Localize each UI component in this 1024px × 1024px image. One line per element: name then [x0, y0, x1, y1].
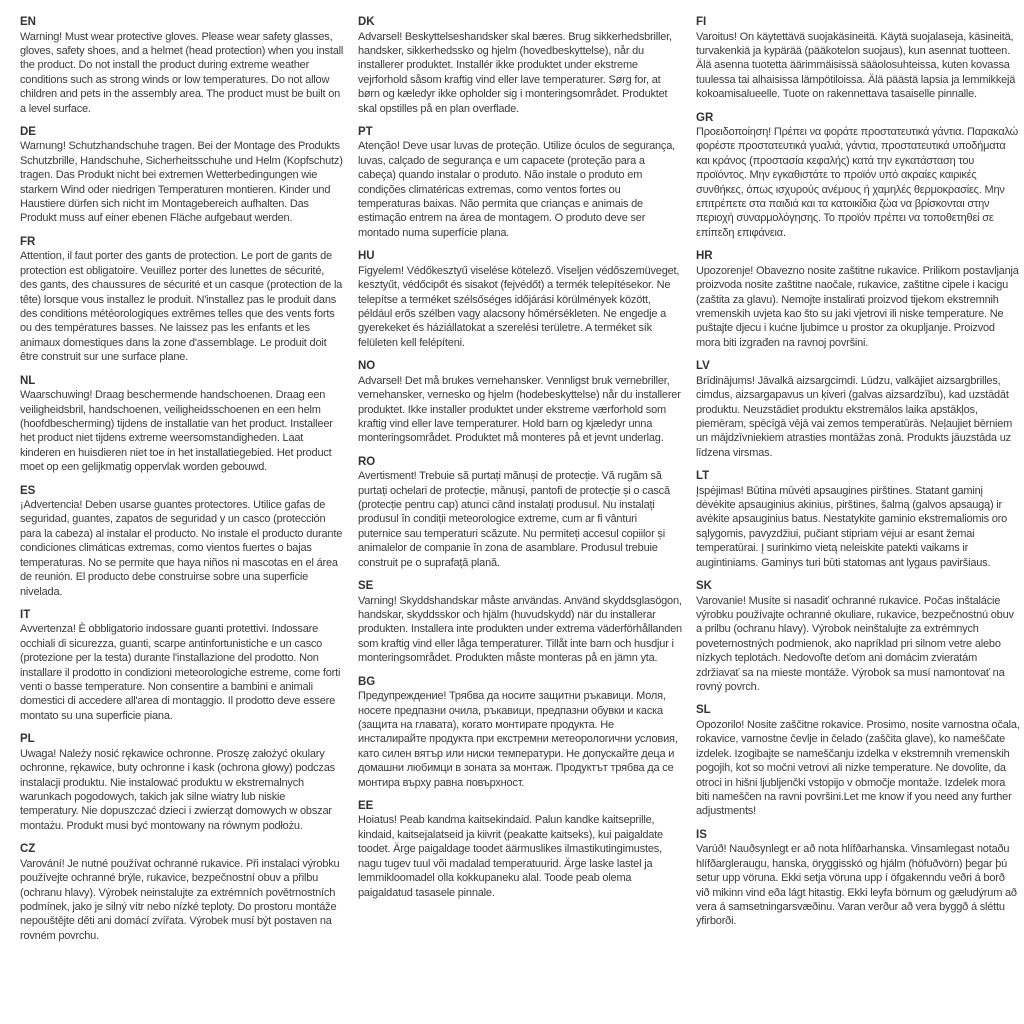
warning-text: Warning! Must wear protective gloves. Please wear safety glasses, gloves, safety shoes, and a helmet (head protection) when you install the product. Do not install the product during extreme weather conditions such as strong winds or low temperatures. Do not allow children and pets in the assembly area. The product must be built on a level surface.: [20, 30, 344, 115]
language-code-label: SE: [358, 580, 374, 593]
language-code-label: SK: [696, 580, 712, 593]
language-section-fr: [20, 235, 344, 365]
language-code-label: IS: [696, 828, 707, 841]
warning-text: Varovanie! Musíte si nasadiť ochranné rukavice. Počas inštalácie výrobku používajte ochranné okuliare, rukavice, bezpečnostnú obuv a prilbu (ochranu hlavy). Výrobok neinštalujte za extrémnych poveternostných podmienok, ako napríklad pri silnom vetre alebo nízkych teplotách. Nedovoľte deťom ani domácim zvieratám zdržiavať sa na mieste montáže. Výrobok sa musí namontovať na rovný povrch.: [696, 594, 1014, 694]
language-section-pl: [20, 732, 344, 833]
warning-text: Attention, il faut porter des gants de protection. Le port de gants de protection est obligatoire. Veuillez porter des lunettes de sécurité, des gants, des chaussures de sécurité et un casque (protection de la tête) lorsque vous installez le produit. N'installez pas le produit dans des conditions météorologiques extrêmes telles que des vents forts ou des températures basses. Ne laissez pas les enfants et les animaux domestiques dans la zone d'assemblage. Le produit doit être construit sur une surface plane.: [20, 250, 343, 364]
language-code-label: IT: [20, 608, 31, 621]
language-section-hu: [358, 249, 682, 350]
language-section-cz: [20, 842, 344, 943]
warning-text: Varúð! Nauðsynlegt er að nota hlífðarhanska. Vinsamlegast notaðu hlífðargleraugu, hanska, öryggisskó og hjálm (höfuðvörn) þegar þú setur upp vöruna. Ekki setja vöruna upp í öfgakenndu veðri á borð við mikinn vind eða lágt hitastig. Ekki leyfa börnum og gæludýrum að vera á samsetningarsvæðinu. Varan verður að vera byggð á sléttu yfirborði.: [696, 843, 1017, 928]
warning-text: Προειδοποίηση! Πρέπει να φοράτε προστατευτικά γάντια. Παρακαλώ φορέστε προστατευτικά γυαλιά, γάντια, προστατευτικά υποδήματα και κράνος (προστασία κεφαλής) κατά την εγκατάσταση του προϊόντος. Μην εγκαθιστάτε το προϊόν υπό ακραίες καιρικές συνθήκες, όπως ισχυρούς ανέμους ή χαμηλές θερμοκρασίες. Μην επιτρέπετε στα παιδιά και τα κατοικίδια ζώα να βρίσκονται στην περιοχή συναρμολόγησης. Το προϊόν πρέπει να τοποθετηθεί σε επίπεδη επιφάνεια.: [696, 126, 1018, 239]
language-code-label: LT: [696, 470, 710, 483]
language-code-label: DK: [358, 16, 375, 28]
warning-text: Atenção! Deve usar luvas de proteção. Utilize óculos de segurança, luvas, calçado de segurança e um capacete (proteção para a cabeça) quando instalar o produto. Não instale o produto em condições climatéricas extremas, como ventos fortes ou temperaturas baixas. Não permita que crianças e animais de estimação entrem na área de montagem. O produto deve ser montado numa superfície plana.: [358, 140, 675, 239]
language-section-es: [20, 484, 344, 599]
warning-text: Upozorenje! Obavezno nosite zaštitne rukavice. Prilikom postavljanja proizvoda nosite zaštitne naočale, rukavice, zaštitne cipele i kacigu (zaštita za glavu). Nemojte instalirati proizvod tijekom ekstremnih vremenskih uvjeta kao što su jaki vjetrovi ili niske temperature. Ne puštajte djecu i kućne ljubimce u prostor za okupljanje. Proizvod mora biti izgrađen na ravnoj površini.: [696, 264, 1019, 349]
language-section-se: [358, 579, 682, 666]
language-section-dk: [358, 15, 682, 116]
warning-text: Varování! Je nutné používat ochranné rukavice. Při instalaci výrobku používejte ochranné brýle, rukavice, bezpečnostní obuv a přilbu (ochranu hlavy). Výrobek neinstalujte za extrémních povětrnostních podmínek, jako je silný vítr nebo nízké teploty. Do prostoru montáže nepouštějte děti ani domácí zvířata. Výrobek musí být postaven na rovném povrchu.: [20, 857, 340, 942]
warning-text: Brīdinājums! Jāvalkā aizsargcimdi. Lūdzu, valkājiet aizsargbrilles, cimdus, aizsargapavus un ķiveri (galvas aizsardzību), kad uzstādāt produktu. Neuzstādiet produktu ekstremālos laika apstākļos, piemēram, spēcīgā vējā vai zemos temperatūrās. Neļaujiet bērniem un mājdzīvniekiem atrasties montāžas zonā. Produkts jāuzstāda uz līdzena virsmas.: [696, 374, 1013, 459]
warning-text: Advarsel! Det må brukes vernehansker. Vennligst bruk vernebriller, vernehansker, vernesko og hjelm (hodebeskyttelse) når du installerer produktet. Ikke installer produktet under ekstreme værforhold som kraftig vind eller lave temperaturer. Hold barn og kjæledyr unna monteringsområdet. Produktet må monteres på et jevnt underlag.: [358, 374, 681, 445]
language-section-is: [696, 828, 1020, 929]
warning-text: Varning! Skyddshandskar måste användas. Använd skyddsglasögon, handskar, skyddsskor och hjälm (huvudskydd) när du installerar produkten. Installera inte produkten under extrema väderförhållanden som kraftig vind eller låga temperaturer. Tillåt inte barn och husdjur i monteringsområdet. Produkten måste monteras på en jämn yta.: [358, 594, 682, 665]
language-code-label: CZ: [20, 843, 36, 856]
warning-text: Figyelem! Védőkesztyű viselése kötelező. Viseljen védőszemüveget, kesztyűt, védőcipőt és sisakot (fejvédőt) a termék telepítésekor. Ne telepítse a terméket szélsőséges időjárási körülmények között, például erős szélben vagy alacsony hőmérsékleten. Ne engedje a gyerekeket és háziállatokat a szerelési területre. A terméket sík felületen kell felépíteni.: [358, 264, 680, 349]
language-section-lv: [696, 359, 1020, 460]
warning-text: Varoitus! On käytettävä suojakäsineitä. Käytä suojalaseja, käsineitä, turvakenkiä ja kypärää (pääkotelon suojaus), kun asennat tuotteen. Älä asenna tuotetta äärimmäisissä sääolosuhteissa, kuten kovassa tuulessa tai alhaisissa lämpötiloissa. Älä päästä lapsia ja lemmikkejä kokoamisalueelle. Tuote on rakennettava tasaiselle pinnalle.: [696, 30, 1016, 101]
language-code-label: EN: [20, 16, 36, 28]
warning-text: Advarsel! Beskyttelseshandsker skal bæres. Brug sikkerhedsbriller, handsker, sikkerhedssko og hjelm (hovedbeskyttelse), når du installerer produktet. Installér ikke produktet under ekstreme vejrforhold såsom kraftig vind eller lave temperaturer. Sørg for, at børn og kæledyr ikke opholder sig i monteringsområdet. Produktet skal opstilles på en plan overflade.: [358, 30, 672, 115]
column-3: [696, 15, 1020, 952]
warning-text: Avertisment! Trebuie să purtați mănuși de protecție. Vă rugăm să purtați ochelari de protecție, mănuși, pantofi de protecție și o cască (protecție pentru cap) atunci când instalați produsul. Nu instalați produsul în condiții meteorologice extreme, cum ar fi vânturi puternice sau temperaturi scăzute. Nu permiteți accesul copiilor și animalelor de companie în zona de asamblare. Produsul trebuie construit pe o suprafață plană.: [358, 470, 670, 569]
language-code-label: HU: [358, 250, 375, 263]
language-section-en: [20, 15, 344, 116]
language-section-ro: [358, 455, 682, 570]
language-code-label: GR: [696, 111, 714, 124]
language-code-label: BG: [358, 675, 376, 688]
warning-text: Hoiatus! Peab kandma kaitsekindaid. Palun kandke kaitseprille, kindaid, kaitsejalatseid ja kiivrit (peakatte kaitseks), kui paigaldate toodet. Ärge paigaldage toodet äärmuslikes ilmastikutingimustes, nagu tugev tuul või madalad temperatuurid. Ärge laske lastel ja lemmikloomadel olla kokkupaneku alal. Toode peab olema paigaldatud tasasele pinnale.: [358, 814, 663, 899]
language-section-pt: [358, 125, 682, 240]
language-code-label: HR: [696, 250, 713, 263]
language-section-de: [20, 125, 344, 226]
language-section-fi: [696, 15, 1020, 102]
language-section-sl: [696, 703, 1020, 818]
warning-text: Waarschuwing! Draag beschermende handschoenen. Draag een veiligheidsbril, handschoenen, veiligheidsschoenen en een helm (hoofdbescherming) tijdens de installatie van het product. Installeer het product niet tijdens extreme weersomstandigheden. Laat kinderen en huisdieren niet toe in het installatiegebied. Het product moet op een gelijkmatig oppervlak worden gebouwd.: [20, 389, 333, 474]
language-code-label: FR: [20, 235, 36, 248]
language-section-nl: [20, 374, 344, 475]
warning-text: Įspėjimas! Būtina mūvėti apsaugines pirštines. Statant gaminį dėvėkite apsauginius akinius, pirštines, šalmą (galvos apsaugą) ir avėkite apsauginius batus. Nestatykite gaminio ekstremaliomis oro sąlygomis, pavyzdžiui, pučiant stipriam vėjui ar esant žemai temperatūrai. Į surinkimo vietą neleiskite patekti vaikams ir augintiniams. Gaminys turi būti statomas ant lygaus paviršiaus.: [696, 484, 1008, 569]
warning-text: Opozorilo! Nosite zaščitne rokavice. Prosimo, nosite varnostna očala, rokavice, varnostne čevlje in čelado (zaščita glave), ko nameščate izdelek. Izogibajte se nameščanju izdelka v ekstremnih vremenskih pogojih, kot so močni vetrovi ali nizke temperature. Ne dovolite, da otroci in hišni ljubljenčki vstopijo v območje montaže. Izdelek mora biti nameščen na ravni površini.Let me know if you need any further adjustments!: [696, 718, 1020, 818]
language-code-label: RO: [358, 455, 376, 468]
language-section-ee: [358, 799, 682, 900]
language-code-label: PT: [358, 125, 373, 138]
language-code-label: EE: [358, 799, 374, 812]
language-code-label: FI: [696, 16, 707, 28]
language-section-hr: [696, 249, 1020, 350]
language-code-label: PL: [20, 733, 35, 746]
language-code-label: SL: [696, 704, 711, 717]
warning-text: Предупреждение! Трябва да носите защитни ръкавици. Моля, носете предпазни очила, ръкавици, предпазни обувки и каска (защита на главата), когато монтирате продукта. Не инсталирайте продукта при екстремни метеорологични условия, като силен вятър или ниски температури. Не допускайте деца и домашни любимци в зоната за монтаж. Продуктът трябва да се монтира върху равна повърхност.: [358, 690, 678, 789]
language-section-lt: [696, 469, 1020, 570]
column-2: [358, 15, 682, 952]
warning-text: ¡Advertencia! Deben usarse guantes protectores. Utilice gafas de seguridad, guantes, zapatos de seguridad y un casco (protección para la cabeza) al instalar el producto. No instale el producto durante condiciones climáticas extremas, como vientos fuertes o bajas temperaturas. No se permite que haya niños ni mascotas en el área de reunión. El producto debe construirse sobre una superficie nivelada.: [20, 499, 343, 598]
warning-text: Uwaga! Należy nosić rękawice ochronne. Proszę założyć okulary ochronne, rękawice, buty ochronne i kask (ochrona głowy) podczas instalacji produktu. Nie instalować produktu w ekstremalnych warunkach pogodowych, takich jak silne wiatry lub niskie temperatury. Nie dopuszczać dzieci i zwierząt domowych w obszar montażu. Produkt musi być montowany na równym podłożu.: [20, 747, 335, 832]
language-code-label: DE: [20, 125, 36, 138]
language-code-label: ES: [20, 484, 36, 497]
language-section-bg: [358, 675, 682, 790]
language-section-no: [358, 359, 682, 446]
language-code-label: NO: [358, 360, 376, 373]
language-code-label: LV: [696, 360, 710, 373]
warning-text: Warnung! Schutzhandschuhe tragen. Bei der Montage des Produkts Schutzbrille, Handschuhe, Sicherheitsschuhe und Helm (Kopfschutz) tragen. Das Produkt nicht bei extremen Wetterbedingungen wie starkem Wind oder niedrigen Temperaturen montieren. Kinder und Haustiere dürfen sich nicht im Montagebereich aufhalten. Das Produkt muss auf einer ebenen Fläche aufgebaut werden.: [20, 140, 343, 225]
warning-text: Avvertenza! È obbligatorio indossare guanti protettivi. Indossare occhiali di sicurezza, guanti, scarpe antinfortunistiche e un casco (protezione per la testa) durante l'installazione del prodotto. Non installare il prodotto in condizioni meteorologiche estreme, come forti venti o basse temperature. Non consentire a bambini e animali domestici di accedere all'area di montaggio. Il prodotto deve essere montato su una superficie piana.: [20, 623, 341, 722]
language-section-sk: [696, 579, 1020, 694]
language-section-gr: [696, 111, 1020, 241]
language-code-label: NL: [20, 374, 36, 387]
column-1: [20, 15, 344, 952]
language-section-it: [20, 608, 344, 723]
